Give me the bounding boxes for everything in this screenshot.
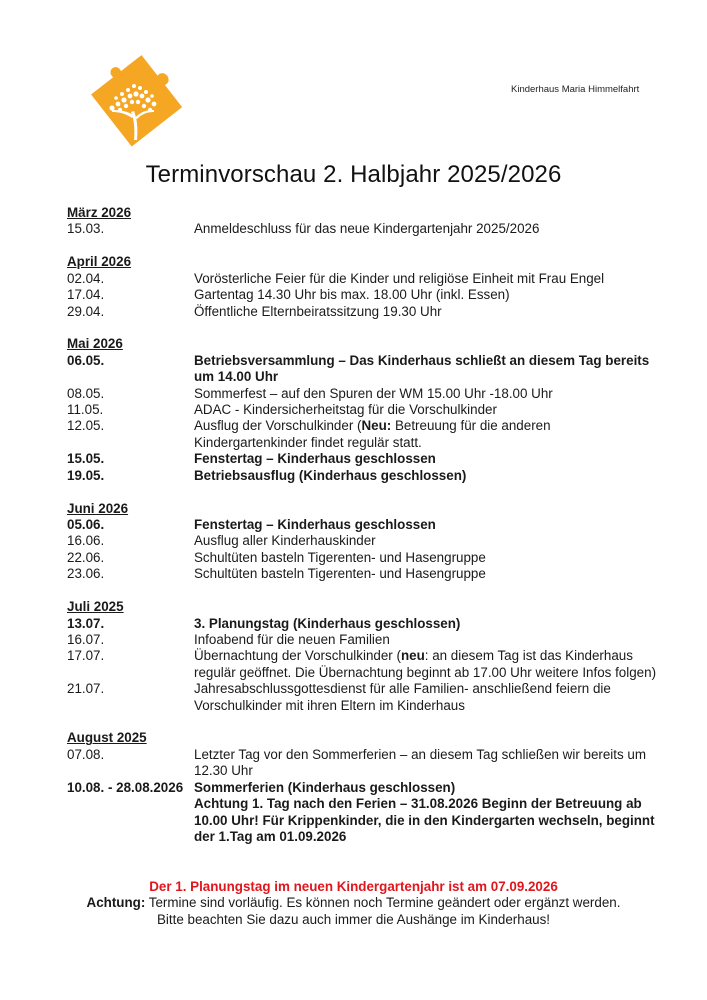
event-description: Öffentliche Elternbeiratssitzung 19.30 Uhr [194,303,442,319]
event-description: Vorösterliche Feier für die Kinder und religiöse Einheit mit Frau Engel [194,270,605,286]
event-description: 3. Planungstag (Kinderhaus geschlossen) [194,615,461,631]
event-description: Ausflug aller Kinderhauskinder [194,533,376,549]
event-description [194,648,657,681]
event-description: Anmeldeschluss für das neue Kindergartenjahr 2025/2026 [194,221,540,237]
month-section [67,336,657,484]
event-date: 08.05. [67,385,105,401]
event-row [67,796,657,845]
event-text: Ausflug der Vorschulkinder ( [194,418,362,434]
event-date: 19.05. [67,467,105,483]
event-description: ADAC - Kindersicherheitstag für die Vorschulkinder [194,402,497,418]
event-date: 12.05. [67,418,105,434]
event-text: Übernachtung der Vorschulkinder ( [194,648,401,664]
month-section [67,730,657,845]
month-section [67,205,657,238]
event-description: Betriebsversammlung – Das Kinderhaus schließt an diesem Tag bereits um 14.00 Uhr [194,352,650,385]
event-date: 16.06. [67,533,105,549]
event-row [67,402,657,418]
event-description: Fenstertag – Kinderhaus geschlossen [194,451,436,467]
event-row [67,616,657,632]
event-description: Fenstertag – Kinderhaus geschlossen [194,517,436,532]
notice-text: Termine sind vorläufig. Es können noch Termine geändert oder ergänzt werden. [145,895,621,911]
notice-line [0,895,707,911]
event-row [67,451,657,467]
month-heading: Mai 2026 [67,336,123,352]
event-row [67,533,657,549]
event-row [67,550,657,566]
planning-day-highlight: Der 1. Planungstag im neuen Kindergartenjahr ist am 07.09.2026 [149,879,558,894]
event-date: 11.05. [67,402,104,418]
event-text-emphasis: Neu: [361,418,392,434]
month-section [67,501,657,583]
event-date: 06.05. [67,352,105,368]
organization-name: Kinderhaus Maria Himmelfahrt [511,84,640,95]
event-row [67,221,657,237]
month-section [67,599,657,714]
event-text: Betreuung für die anderen Kindergartenkinder findet regulär statt. [194,418,551,450]
event-date: 02.04. [67,270,105,286]
event-date: 05.06. [67,517,105,532]
event-date: 17.04. [67,287,105,303]
event-row [67,681,657,714]
event-row [67,353,657,386]
event-row [67,304,657,320]
event-date: 22.06. [67,549,105,565]
notice-line-2: Bitte beachten Sie dazu auch immer die Aushänge im Kinderhaus! [156,911,551,927]
event-description [194,418,657,451]
event-row [67,468,657,484]
event-date: 16.07. [67,631,105,647]
event-date: 17.07. [67,648,105,664]
event-date: 29.04. [67,303,105,319]
event-description: Sommerferien (Kinderhaus geschlossen) [194,779,456,795]
event-row [67,648,657,681]
event-text-emphasis: neu [400,648,425,664]
event-row [67,418,657,451]
event-description: Achtung 1. Tag nach den Ferien – 31.08.2026 Beginn der Betreuung ab 10.00 Uhr! Für Krippenkinder, die in den Kindergarten wechseln, beginnt der 1.Tag am 01.09.2026 [194,796,655,844]
month-heading: Juni 2026 [67,500,129,516]
event-description: Schultüten basteln Tigerenten- und Hasengruppe [194,549,486,565]
event-row [67,287,657,303]
puzzle-tree-logo-icon [82,48,190,152]
event-date: 21.07. [67,681,105,697]
event-row [67,271,657,287]
month-heading: März 2026 [67,205,132,220]
event-date: 07.08. [67,746,105,762]
event-row [67,566,657,582]
notice-label: Achtung: [86,895,146,911]
month-heading: August 2025 [67,730,147,746]
event-description: Infoabend für die neuen Familien [194,631,390,647]
event-description: Gartentag 14.30 Uhr bis max. 18.00 Uhr (inkl. Essen) [194,287,510,303]
event-row [67,780,657,796]
event-description: Betriebsausflug (Kinderhaus geschlossen) [194,467,467,483]
event-row [67,632,657,648]
event-date: 15.03. [67,221,105,237]
schedule [67,205,657,862]
page-title: Terminvorschau 2. Halbjahr 2025/2026 [145,161,562,188]
event-row [67,747,657,780]
month-heading: April 2026 [67,254,132,270]
event-description: Jahresabschlussgottesdienst für alle Familien- anschließend feiern die Vorschulkinder mit ihren Eltern im Kinderhaus [194,681,611,713]
month-heading: Juli 2025 [67,599,124,615]
event-date [67,796,194,845]
month-section [67,254,657,320]
event-date: 15.05. [67,451,105,467]
event-date: 13.07. [67,615,105,631]
event-text: : an diesem Tag ist das Kinderhaus regulär geöffnet. Die Übernachtung beginnt ab 17.00 Uhr weitere Infos folgen) [194,648,657,680]
event-date: 10.08. - 28.08.2026 [67,779,184,795]
event-description: Letzter Tag vor den Sommerferien – an diesem Tag schließen wir bereits um 12.30 Uhr [194,746,647,779]
footer [0,879,707,928]
event-date: 23.06. [67,566,105,582]
event-row [67,517,657,533]
event-row [67,386,657,402]
event-description: Schultüten basteln Tigerenten- und Hasengruppe [194,566,486,582]
event-description: Sommerfest – auf den Spuren der WM 15.00 Uhr -18.00 Uhr [194,385,553,401]
